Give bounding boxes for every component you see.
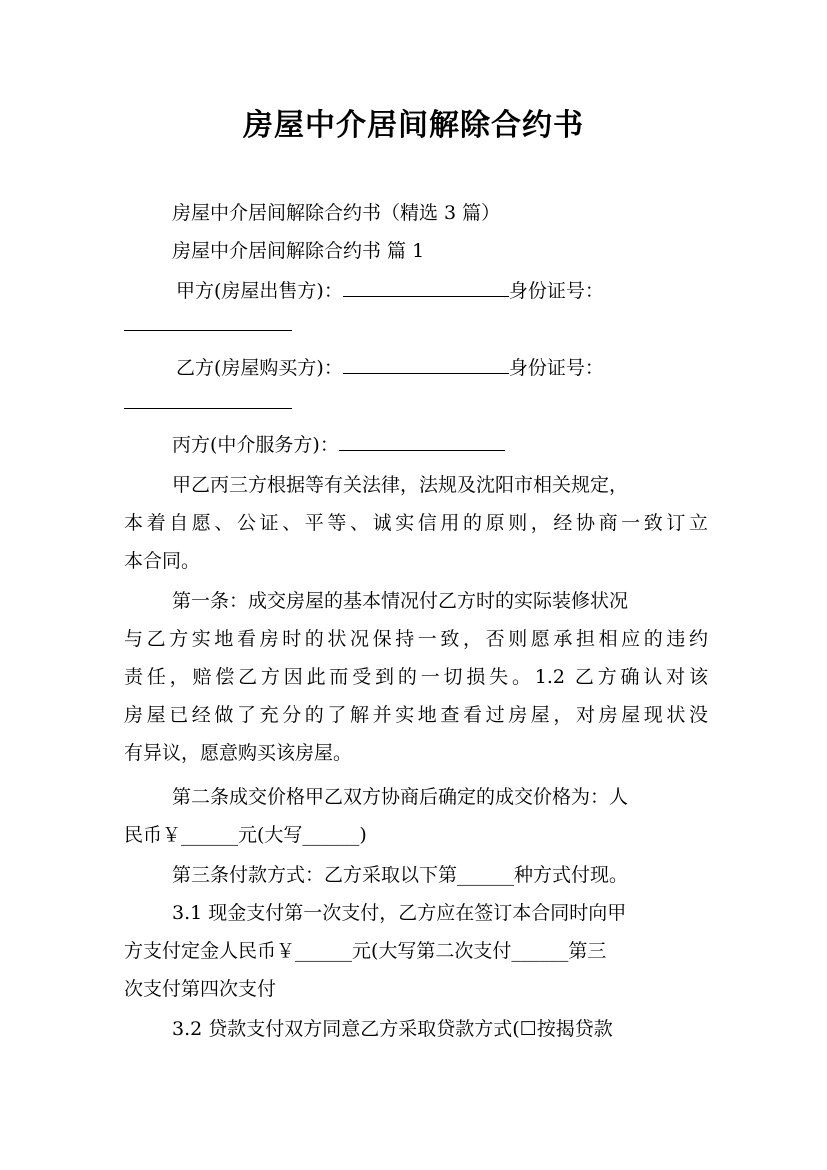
- party-b-blank: [343, 355, 509, 374]
- article-2-line-2: 民币￥______元(大写______): [124, 824, 367, 846]
- article-3-line-5: 3.2 贷款支付双方同意乙方采取贷款方式(☐按揭贷款: [172, 1018, 613, 1040]
- subtitle: 房屋中介居间解除合约书（精选 3 篇）: [172, 202, 501, 224]
- party-a-id-label: 身份证号：: [508, 280, 604, 302]
- article-1-line-4: 房屋已经做了充分的了解并实地查看过房屋，对房屋现状没: [124, 704, 708, 726]
- party-b-id-label: 身份证号：: [508, 357, 604, 379]
- party-a-label: 甲方(房屋出售方)：: [176, 280, 343, 302]
- party-c-blank: [339, 432, 505, 451]
- article-3-line-2: 3.1 现金支付第一次支付，乙方应在签订本合同时向甲: [172, 902, 627, 924]
- document-title: 房屋中介居间解除合约书: [243, 108, 584, 143]
- party-c-line: [172, 432, 505, 458]
- section-heading: 房屋中介居间解除合约书 篇 1: [172, 240, 425, 262]
- party-a-id-line: [124, 312, 292, 338]
- article-1-line-3: 责任，赔偿乙方因此而受到的一切损失。1.2 乙方确认对该: [124, 666, 708, 688]
- intro-line-1: 甲乙丙三方根据等有关法律，法规及沈阳市相关规定，: [172, 474, 629, 496]
- article-1-line-2: 与乙方实地看房时的状况保持一致，否则愿承担相应的违约: [124, 628, 708, 650]
- article-3-line-1: 第三条付款方式：乙方采取以下第______种方式付现。: [172, 864, 629, 886]
- party-a-line: [176, 278, 604, 304]
- intro-line-2: 本着自愿、公证、平等、诚实信用的原则，经协商一致订立: [124, 512, 708, 534]
- party-a-blank: [343, 278, 509, 297]
- party-b-label: 乙方(房屋购买方)：: [176, 357, 343, 379]
- article-1-line-1: 第一条：成交房屋的基本情况付乙方时的实际装修状况: [172, 590, 629, 612]
- party-b-id-line: [124, 390, 292, 416]
- party-b-id-blank: [124, 390, 292, 409]
- party-a-id-blank: [124, 312, 292, 331]
- intro-line-3: 本合同。: [124, 550, 201, 572]
- party-b-line: [176, 355, 604, 381]
- party-c-label: 丙方(中介服务方)：: [172, 434, 339, 456]
- article-2-line-1: 第二条成交价格甲乙双方协商后确定的成交价格为：人: [172, 786, 629, 808]
- article-3-line-4: 次支付第四次支付: [124, 978, 277, 1000]
- article-3-line-3: 方支付定金人民币￥______元(大写第二次支付______第三: [124, 940, 607, 962]
- article-1-line-5: 有异议，愿意购买该房屋。: [124, 742, 353, 764]
